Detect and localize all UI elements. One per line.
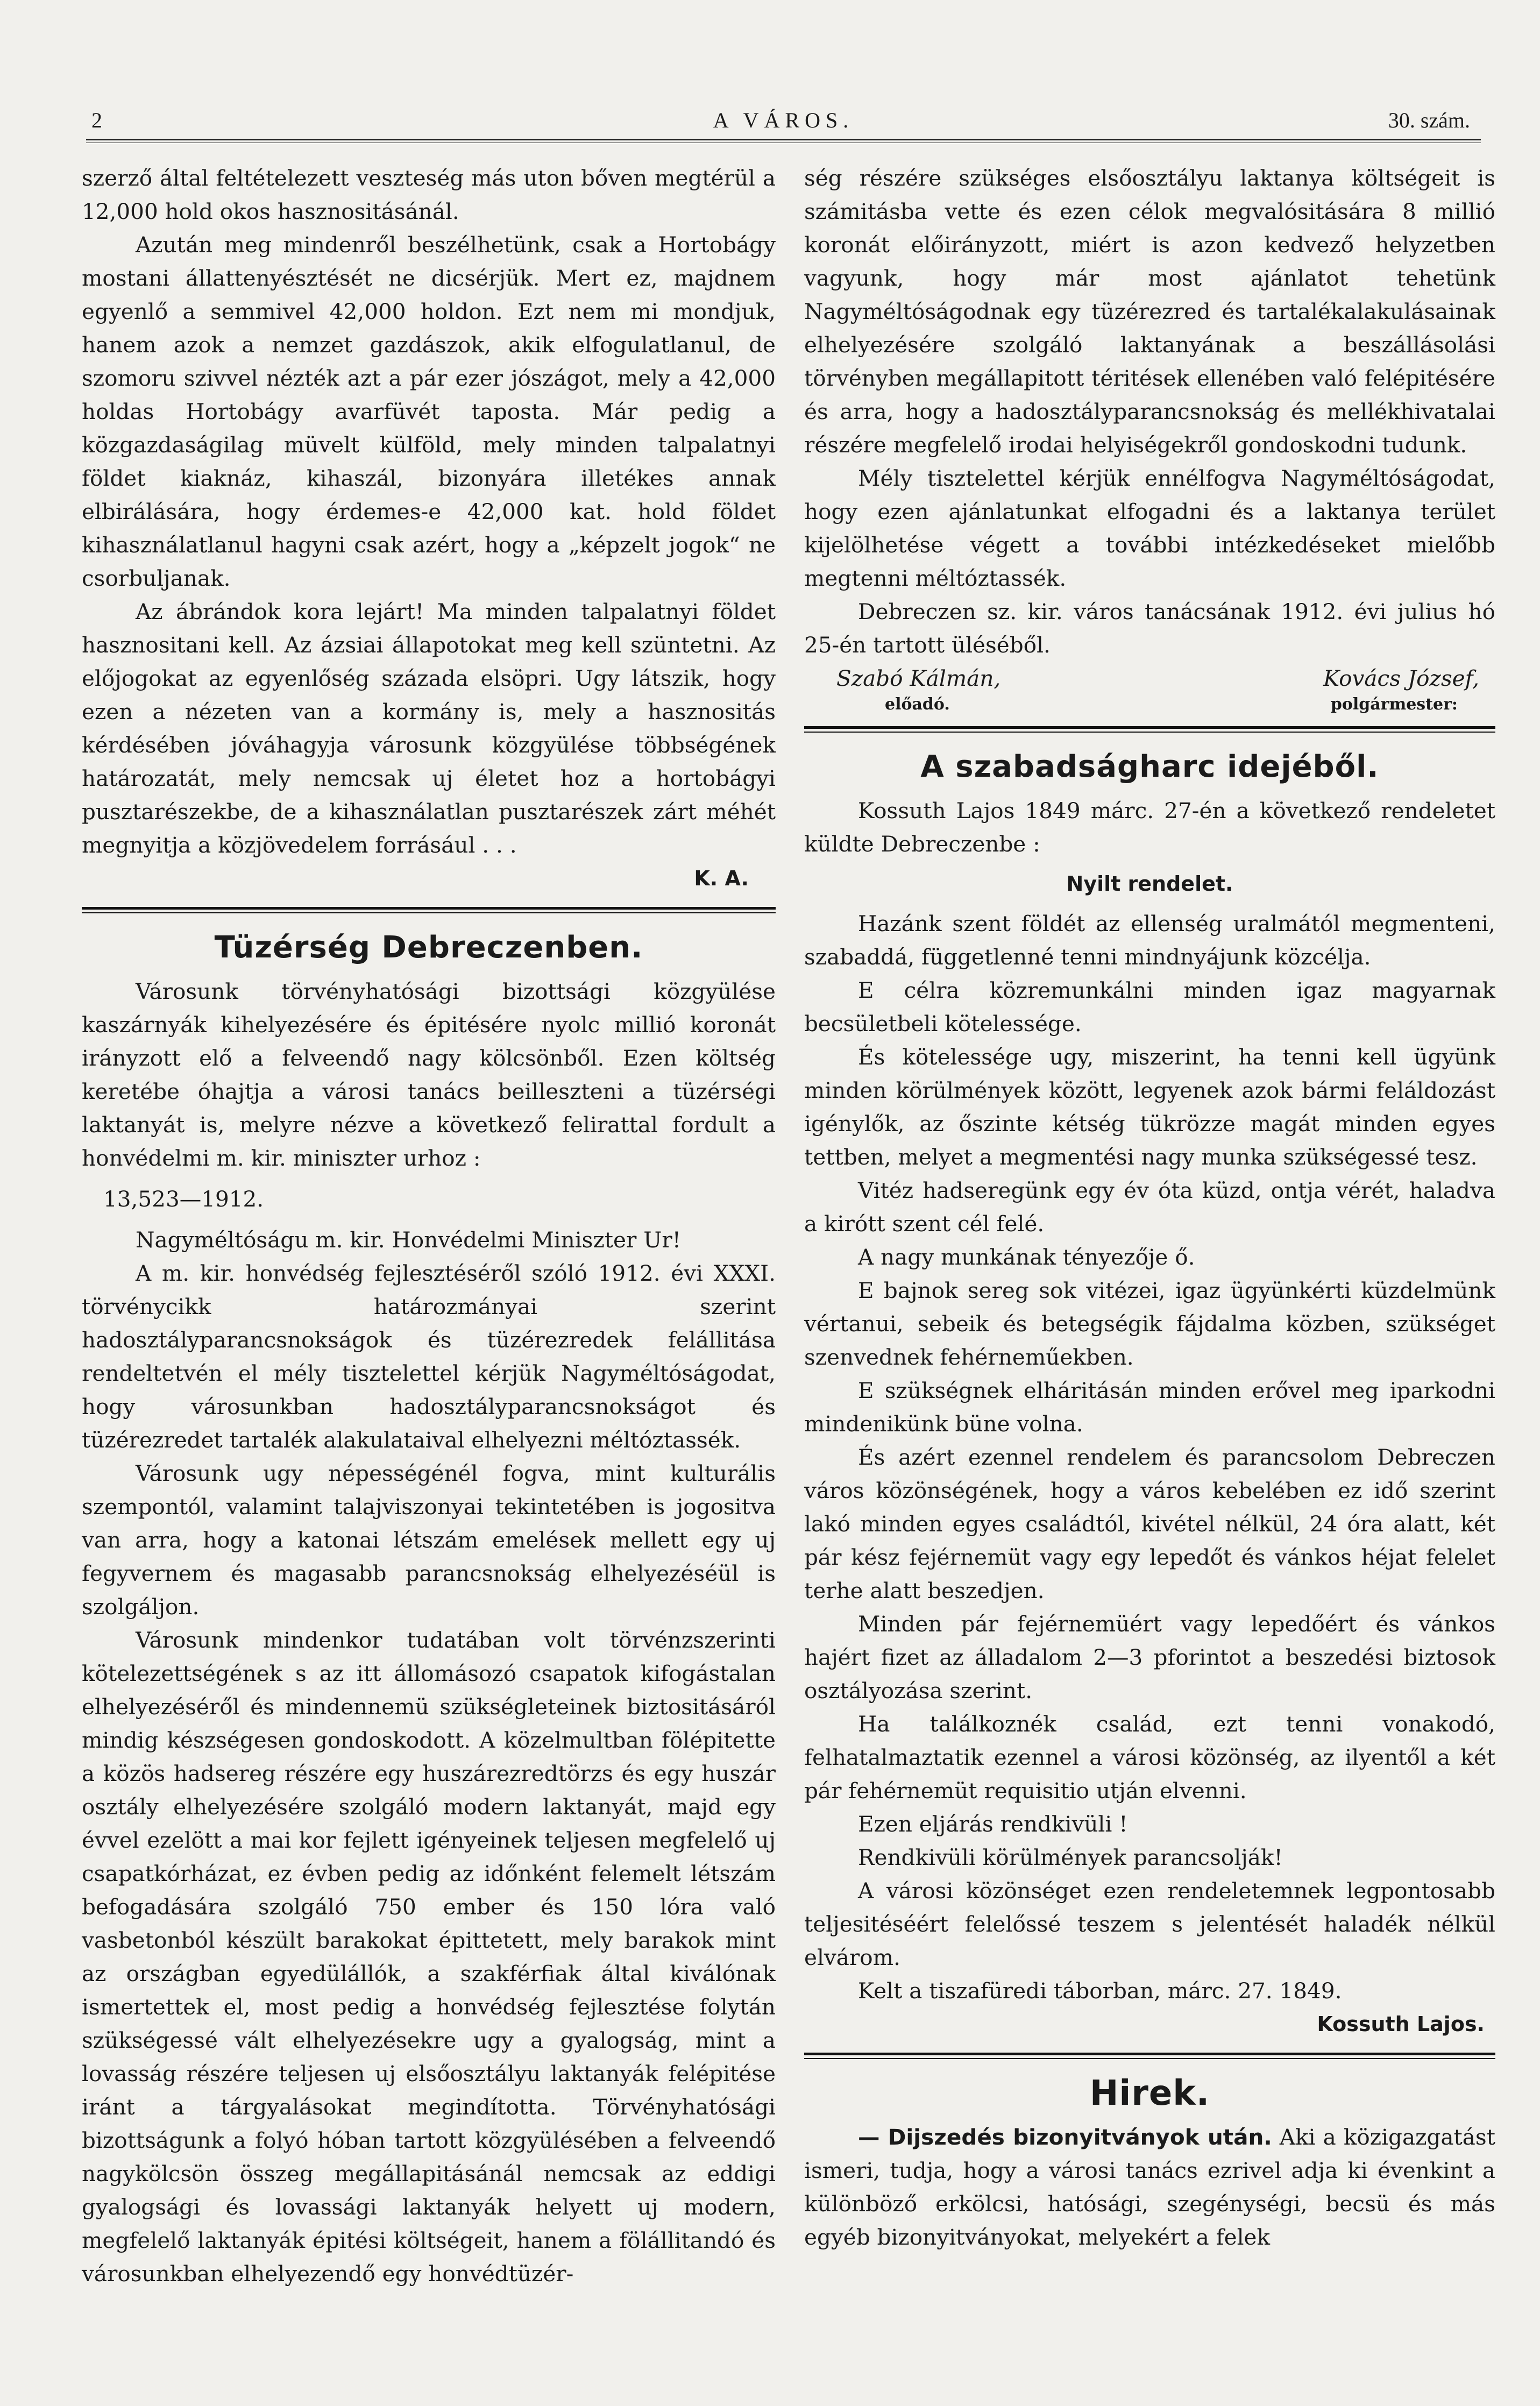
- decree-heading: Nyilt rendelet.: [1066, 872, 1233, 896]
- signatory-role: előadó.: [885, 695, 950, 714]
- paragraph: Mély tisztelettel kérjük ennélfogva Nagyméltóságodat, hogy ezen ajánlatunkat elfogadni és a laktanya terület kijelölhetése végett a további intézkedéseket mielőbb megtenni méltóztassék.: [804, 465, 1495, 591]
- salutation: Nagyméltóságu m. kir. Honvédelmi Miniszter Ur!: [136, 1227, 682, 1253]
- decree-paragraph: A városi közönséget ezen rendeletemnek legpontosabb teljesitéséért felelőssé teszem s jelentését haladék nélkül elvárom.: [804, 1878, 1495, 1970]
- decree-paragraph: Hazánk szent földét az ellenség uralmától megmenteni, szabaddá, függetlenné tenni mindnyájunk közcélja.: [804, 911, 1495, 970]
- decree-date: Kelt a tiszafüredi táborban, márc. 27. 1849.: [858, 1978, 1342, 2004]
- signatory-name: Kovács József,: [1323, 665, 1479, 691]
- paragraph: Debreczen sz. kir. város tanácsának 1912. évi julius hó 25-én tartott üléséből.: [804, 599, 1495, 658]
- paragraph: szerző által feltételezett veszteség más uton bőven megtérül a 12,000 hold okos hasznositásánál.: [82, 165, 776, 224]
- decree-paragraph: Ha találkoznék család, ezt tenni vonakodó, felhatalmaztatik ezennel a városi közönség, az ilyentől a két pár fehérnemüt requisitio utján elvenni.: [804, 1711, 1495, 1804]
- section-title-hirek: Hirek.: [1089, 2074, 1210, 2113]
- paragraph: Azután meg mindenről beszélhetünk, csak a Hortobágy mostani állattenyésztését ne dicsérjük. Mert ez, majdnem egyenlő a semmivel 42,000 holdon. Ezt nem mi mondjuk, hanem azok a nemzet gazdászok, akik elfogulatlanul, de szomoru szivvel nézték azt a pár ezer jószágot, mely a 42,000 holdas Hortobágy avarfüvét taposta. Már pedig a közgazdaságilag müvelt külföld, mely minden talpalatnyi földet kiaknáz, kihaszál, bizonyára illetékes annak elbirálására, hogy érdemes-e 42,000 kat. hold földet kihasználatlanul hagyni csak azért, hogy a „képzelt jogok“ ne csorbuljanak.: [82, 232, 776, 591]
- decree-paragraph: Ezen eljárás rendkivüli !: [858, 1811, 1128, 1837]
- paragraph: A m. kir. honvédség fejlesztéséről szóló 1912. évi XXXI. törvénycikk határozmányai szerint hadosztályparancsnokságok és tüzérezredek felállitása rendeltetvén el mély tisztelettel kérjük Nagyméltóságodat, hogy városunkban hadosztályparancsnokságot és tüzérezredet tartalék alakulataival elhelyezni méltóztassék.: [82, 1260, 776, 1453]
- left-column: [82, 161, 776, 2290]
- running-header: [86, 102, 1481, 140]
- section-divider: [804, 726, 1495, 733]
- paper-title: A VÁROS.: [713, 108, 854, 132]
- page-number: 2: [91, 108, 102, 132]
- section-divider: [804, 2053, 1495, 2059]
- paragraph: Városunk ugy népességénél fogva, mint kulturális szempontól, valamint talajviszonyai tekintetében is jogositva van arra, hogy a katonai létszám emelések mellett egy uj fegyvernem és magasabb parancsnokság elhelyezéséül is szolgáljon.: [82, 1460, 776, 1620]
- right-column: [804, 161, 1495, 2254]
- news-text: Aki a közigazgatást ismeri, tudja, hogy a városi tanács ezrivel adja ki évenkint a különböző erkölcsi, hatósági, szegénységi, becsü és más egyéb bizonyitványokat, melyekért a felek: [804, 2124, 1495, 2250]
- section-title-tuzerseg: Tüzérség Debreczenben.: [214, 930, 643, 965]
- reference-number: 13,523—1912.: [103, 1186, 264, 1212]
- decree-paragraph: A nagy munkának tényezője ő.: [858, 1244, 1195, 1270]
- paragraph: ség részére szükséges elsőosztályu laktanya költségeit is számitásba vette és ezen célok megvalósitására 8 millió koronát előirányzott, miért is azon kedvező helyzetben vagyunk, hogy már most ajánlatot tehetünk Nagyméltóságodnak egy tüzérezred és tartalékalakulásainak elhelyezésére szolgáló laktanyának a beszállásolási törvényben megállapitott téritések ellenében való felépitésére és arra, hogy a hadosztályparancsnokság és mellékhivatalai részére megfelelő irodai helyiségekről gondoskodni tudunk.: [804, 165, 1495, 458]
- signatory-role: polgármester:: [1330, 695, 1458, 714]
- decree-signature: Kossuth Lajos.: [1317, 2012, 1485, 2036]
- section-title-szabadsagharc: A szabadságharc idejéből.: [920, 749, 1379, 784]
- paragraph: Az ábrándok kora lejárt! Ma minden talpalatnyi földet hasznositani kell. Az ázsiai állapotokat meg kell szüntetni. Az előjogokat az egyenlőség százada elsöpri. Ugy látszik, hogy ezen a nézeten van a kormány is, mely a hasznositás kérdésében jóváhagyja városunk közgyülése többségének határozatát, mely nemcsak uj életet hoz a hortobágyi pusztarészekbe, de a kihasználatlan pusztarészek zárt méhét megnyitja a közjövedelem forrásául . . .: [82, 599, 776, 858]
- signatories-roles: [804, 695, 1495, 714]
- news-lead: — Dijszedés bizonyitványok után.: [858, 2124, 1272, 2150]
- issue-number: 30. szám.: [1388, 108, 1470, 132]
- decree-paragraph: E célra közremunkálni minden igaz magyarnak becsületbeli kötelessége.: [804, 977, 1495, 1037]
- paragraph: Városunk törvényhatósági bizottsági közgyülése kaszárnyák kihelyezésére és épitésére nyolc millió koronát irányzott elő a felveendő nagy kölcsönből. Ezen költség keretébe óhajtja a városi tanács beilleszteni a tüzérségi laktanyát is, melyre nézve a következő felirattal fordult a honvédelmi m. kir. miniszter urhoz :: [82, 978, 776, 1171]
- decree-paragraph: És azért ezennel rendelem és parancsolom Debreczen város közönségének, hogy a város kebelében ez idő szerint lakó minden egyes családtól, kivétel nélkül, 24 óra alatt, két pár kész fejérnemüt vagy egy lepedőt és vánkos héjat felelet terhe alatt beszedjen.: [804, 1444, 1495, 1603]
- section-divider: [82, 907, 776, 913]
- paragraph: Kossuth Lajos 1849 márc. 27-én a következő rendeletet küldte Debreczenbe :: [804, 798, 1495, 857]
- decree-paragraph: Rendkivüli körülmények parancsolják!: [858, 1844, 1283, 1870]
- decree-paragraph: E bajnok sereg sok vitézei, igaz ügyünkérti küzdelmünk vértanui, sebeik és betegségik fájdalma közben, szükséget szenvednek fehérneműekben.: [804, 1277, 1495, 1370]
- decree-paragraph: Minden pár fejérnemüért vagy lepedőért és vánkos hajért fizet az álladalom 2—3 pforintot a beszedési biztosok osztályozása szerint.: [804, 1611, 1495, 1704]
- article-signature: K. A.: [694, 867, 749, 890]
- decree-paragraph: És kötelessége ugy, miszerint, ha tenni kell ügyünk minden körülmények között, legyenek azok bármi feláldozást igénylők, az őszinte kétség tükrözze magát minden egyes tettben, melyet a megmentési nagy munka szükségessé tesz.: [804, 1044, 1495, 1170]
- paragraph: Városunk mindenkor tudatában volt törvénzszerinti kötelezettségének s az itt állomásozó csapatok kifogástalan elhelyezéséről és mindennemü szükségleteinek biztositásáról mindig készségesen gondoskodott. A közelmultban fölépitette a közös hadsereg részére egy huszárezredtörzs és egy huszár osztály elhelyezésére szolgáló modern laktanyát, majd egy évvel ezelött a mai kor fejlett igényeinek teljesen megfelelő uj csapatkórházat, ez évben pedig az időnként felemelt létszám befogadására szolgáló 750 ember és 150 lóra való vasbetonból készült barakokat épittetett, mely barakok mint az országban egyedülállók, a szakférfiak által kiválónak ismertettek el, most pedig a honvédség fejlesztése folytán szükségessé vált elhelyezésekre ugy a gyalogság, mint a lovasság részére teljesen uj elsőosztályu laktanyák felépitése iránt a tárgyalásokat megindította. Törvényhatósági bizottságunk a folyó hóban tartott közgyülésében a felveendő nagykölcsön összeg megállapitásánál nemcsak az eddigi gyalogsági és lovassági laktanyák helyett uj modern, megfelelő laktanyák épitési költségeit, hanem a fölállitandó és városunkban elhelyezendő egy honvédtüzér-: [82, 1627, 776, 2287]
- decree-paragraph: E szükségnek elháritásán minden erővel meg iparkodni mindenikünk büne volna.: [804, 1378, 1495, 1437]
- signatories-names: [804, 662, 1495, 695]
- news-paragraph: [804, 2120, 1495, 2254]
- header-rule: [86, 139, 1481, 143]
- signatory-name: Szabó Kálmán,: [836, 665, 1001, 691]
- decree-paragraph: Vitéz hadseregünk egy év óta küzd, ontja vérét, haladva a kirótt szent cél felé.: [804, 1177, 1495, 1237]
